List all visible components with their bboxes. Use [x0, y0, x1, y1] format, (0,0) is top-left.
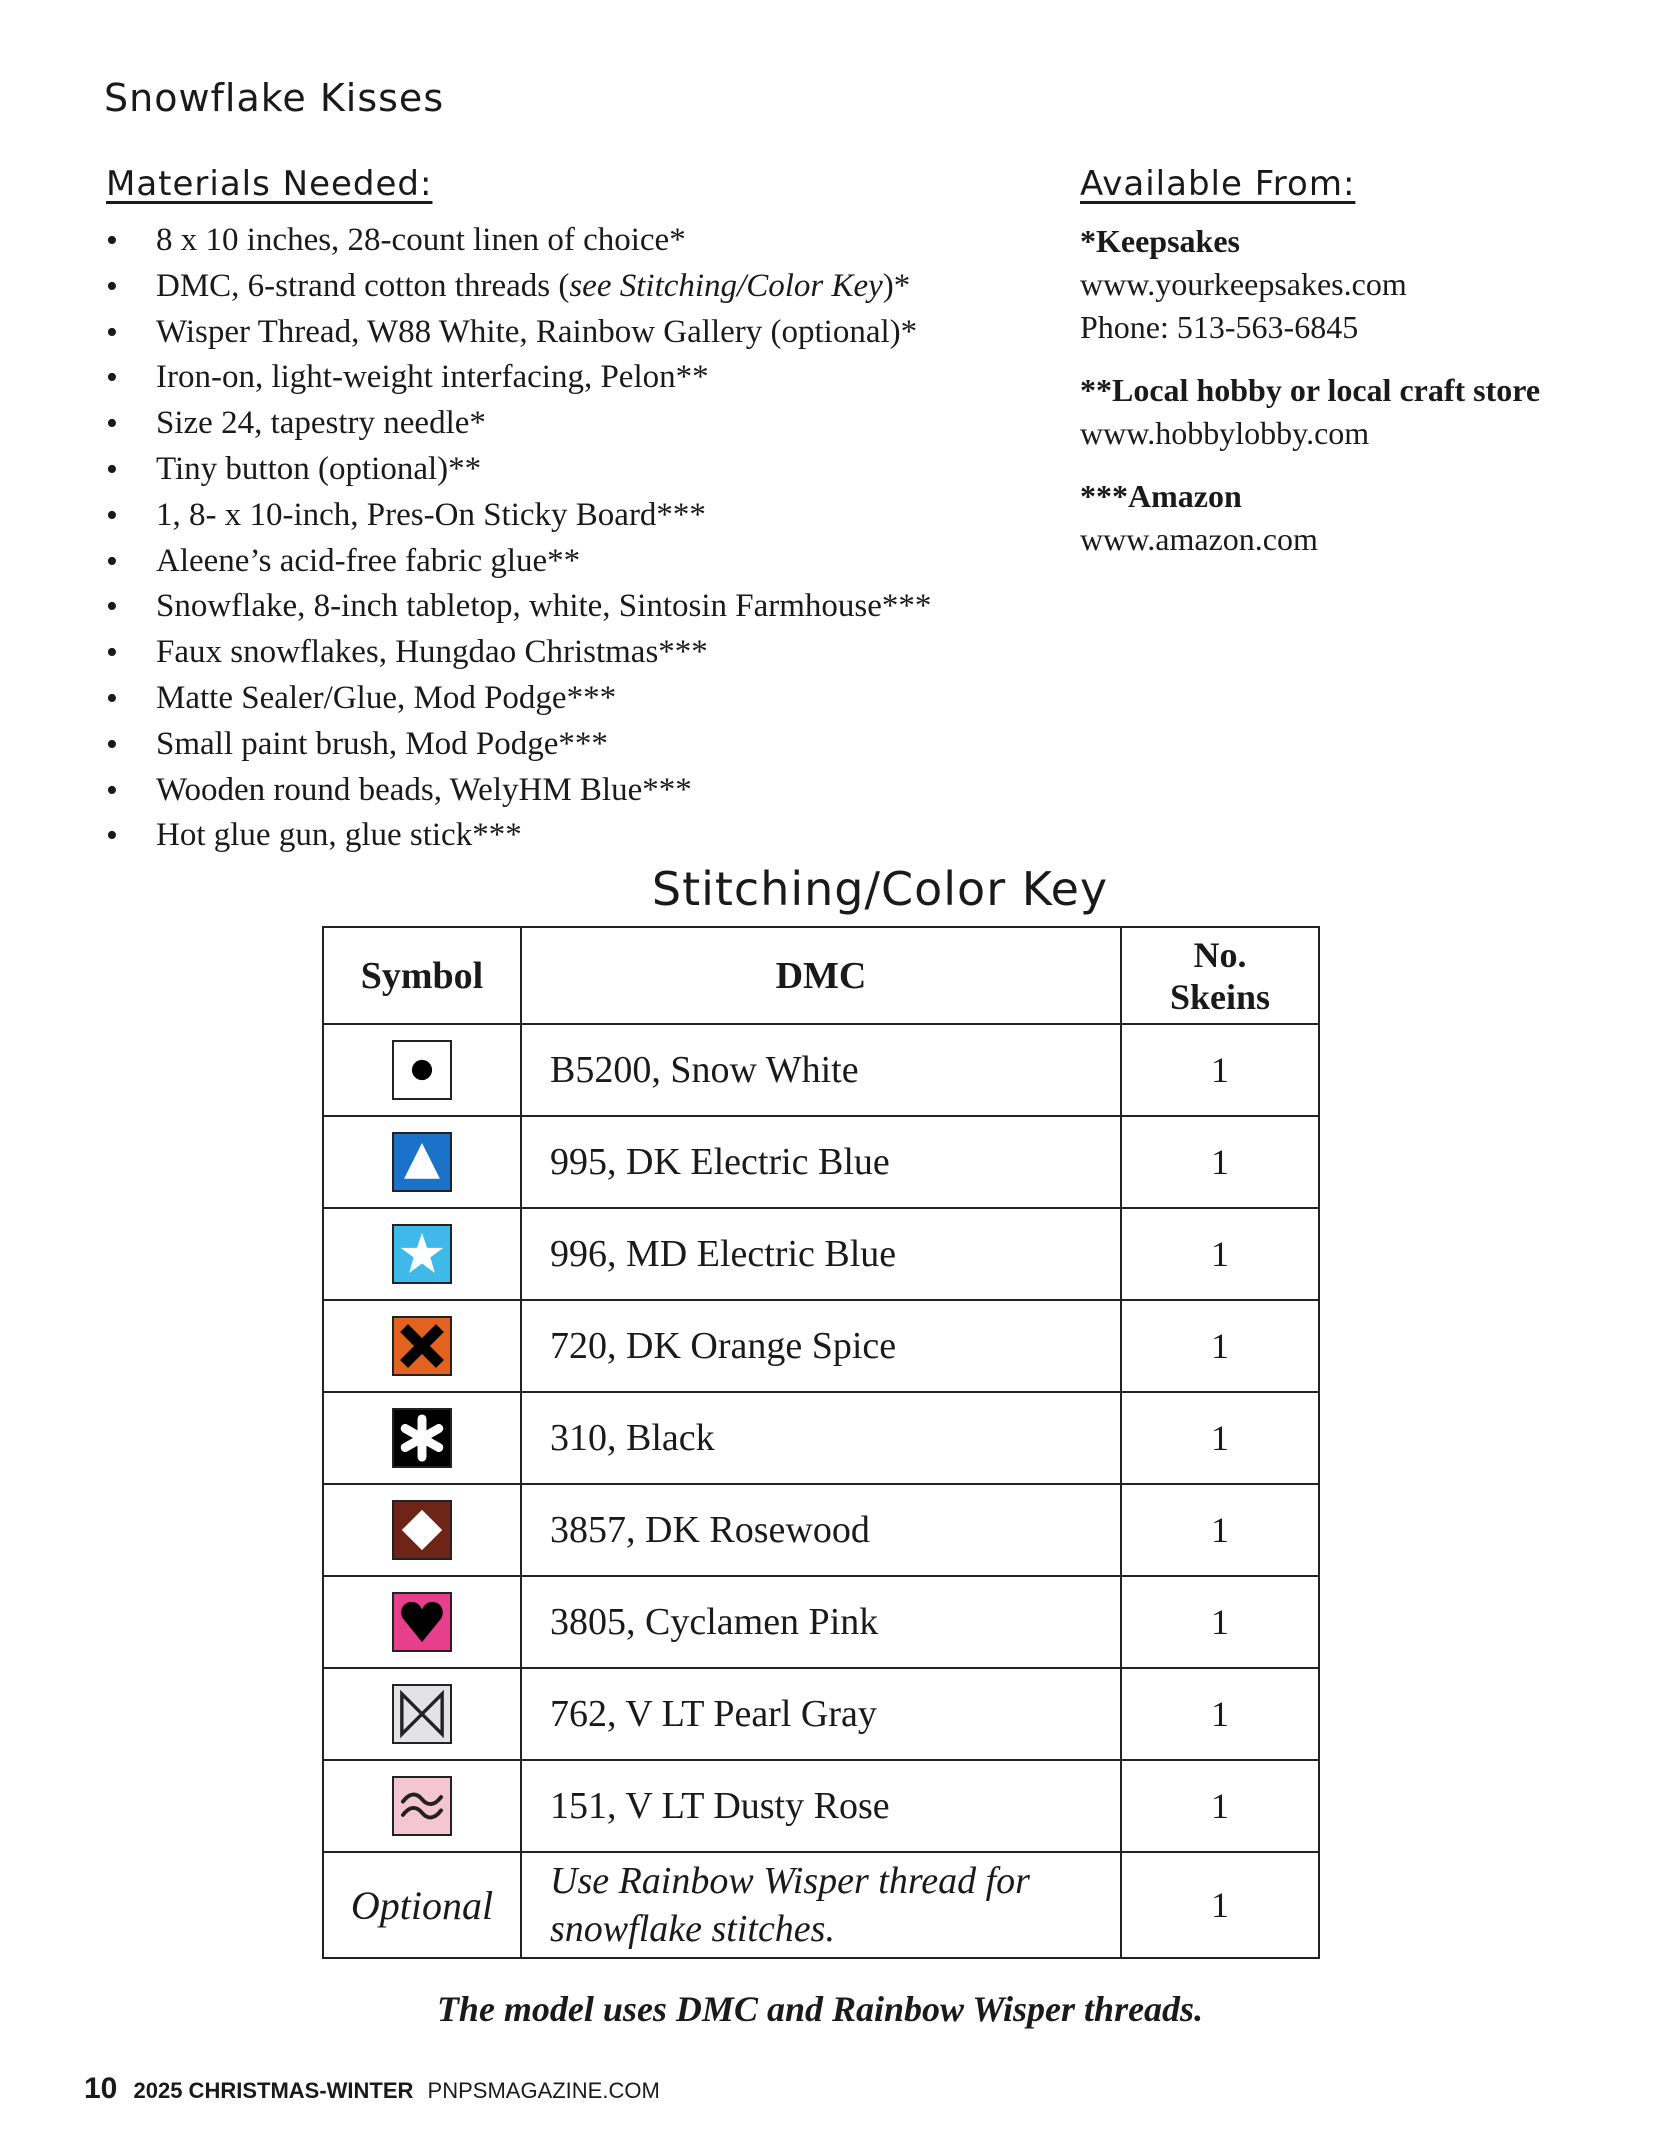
color-key-title: Stitching/Color Key [651, 862, 1109, 916]
vendor-amazon [1080, 475, 1540, 561]
table-row [323, 1484, 1319, 1576]
symbol-cell [323, 1760, 521, 1852]
skeins-cell: 1 [1121, 1760, 1319, 1852]
materials-list [106, 218, 931, 859]
bowtie-icon [392, 1684, 452, 1744]
material-item: • Wisper Thread, W88 White, Rainbow Gallery (optional)* [106, 310, 931, 356]
symbol-cell [323, 1024, 521, 1116]
dot-icon [392, 1040, 452, 1100]
material-item: • Tiny button (optional)** [106, 447, 931, 493]
dmc-cell: B5200, Snow White [521, 1024, 1121, 1116]
color-key-table [322, 926, 1320, 1959]
vendor-phone: Phone: 513-563-6845 [1080, 309, 1359, 345]
symbol-cell [323, 1668, 521, 1760]
star-icon [392, 1224, 452, 1284]
material-item: • Faux snowflakes, Hungdao Christmas*** [106, 630, 931, 676]
table-row [323, 1116, 1319, 1208]
heart-icon [392, 1592, 452, 1652]
page-footer [84, 2072, 660, 2106]
x-icon [392, 1316, 452, 1376]
vendor-list [1080, 220, 1540, 581]
skeins-cell: 1 [1121, 1484, 1319, 1576]
table-header-row [323, 927, 1319, 1024]
material-item: • Matte Sealer/Glue, Mod Podge*** [106, 676, 931, 722]
color-key-body [323, 1024, 1319, 1958]
site-label: PNPSMAGAZINE.COM [427, 2078, 660, 2103]
header-dmc: DMC [521, 927, 1121, 1024]
table-row [323, 1024, 1319, 1116]
dmc-cell: 151, V LT Dusty Rose [521, 1760, 1121, 1852]
material-item: • 1, 8- x 10-inch, Pres-On Sticky Board*** [106, 493, 931, 539]
material-item [106, 264, 931, 310]
header-skeins-line1: No. [1193, 934, 1247, 975]
asterisk-icon [392, 1408, 452, 1468]
table-row-optional [323, 1852, 1319, 1958]
diamond-icon [392, 1500, 452, 1560]
vendor-keepsakes [1080, 220, 1540, 349]
table-row [323, 1668, 1319, 1760]
dmc-cell: 3857, DK Rosewood [521, 1484, 1121, 1576]
vendor-name: ***Amazon [1080, 478, 1242, 514]
material-emphasis: see Stitching/Color Key [569, 267, 883, 304]
material-text: DMC, 6-strand cotton threads (see Stitching/Color Key)* [156, 267, 911, 304]
skeins-cell: 1 [1121, 1668, 1319, 1760]
vendor-website: www.amazon.com [1080, 521, 1318, 557]
optional-label: Optional [323, 1852, 521, 1958]
vendor-website: www.yourkeepsakes.com [1080, 266, 1407, 302]
material-item: • Iron-on, light-weight interfacing, Pelon** [106, 355, 931, 401]
table-row [323, 1576, 1319, 1668]
material-item: • 8 x 10 inches, 28-count linen of choice* [106, 218, 931, 264]
vendor-name: *Keepsakes [1080, 223, 1240, 259]
symbol-cell [323, 1300, 521, 1392]
table-row [323, 1392, 1319, 1484]
dmc-cell: 310, Black [521, 1392, 1121, 1484]
skeins-cell: 1 [1121, 1300, 1319, 1392]
optional-line1: Use Rainbow Wisper thread for [550, 1860, 1030, 1902]
symbol-cell [323, 1116, 521, 1208]
symbol-cell [323, 1484, 521, 1576]
material-item: • Aleene’s acid-free fabric glue** [106, 539, 931, 585]
material-item: • Size 24, tapestry needle* [106, 401, 931, 447]
vendor-website: www.hobbylobby.com [1080, 415, 1370, 451]
wave-icon [392, 1776, 452, 1836]
material-item: • Wooden round beads, WelyHM Blue*** [106, 768, 931, 814]
vendor-name: **Local hobby or local craft store [1080, 372, 1541, 408]
material-item: • Small paint brush, Mod Podge*** [106, 722, 931, 768]
table-row [323, 1208, 1319, 1300]
issue-label: 2025 CHRISTMAS-WINTER [133, 2078, 414, 2103]
available-heading: Available From: [1080, 164, 1356, 204]
optional-description [521, 1852, 1121, 1958]
page-title: Snowflake Kisses [104, 76, 445, 120]
dmc-cell: 995, DK Electric Blue [521, 1116, 1121, 1208]
table-row [323, 1300, 1319, 1392]
skeins-cell: 1 [1121, 1116, 1319, 1208]
symbol-cell [323, 1392, 521, 1484]
optional-line2: snowflake stitches. [550, 1908, 835, 1950]
header-skeins [1121, 927, 1319, 1024]
dmc-cell: 3805, Cyclamen Pink [521, 1576, 1121, 1668]
dmc-cell: 762, V LT Pearl Gray [521, 1668, 1121, 1760]
material-item: • Hot glue gun, glue stick*** [106, 813, 931, 859]
page-number: 10 [84, 2072, 118, 2105]
dmc-cell: 996, MD Electric Blue [521, 1208, 1121, 1300]
material-item: • Snowflake, 8-inch tabletop, white, Sintosin Farmhouse*** [106, 584, 931, 630]
vendor-local [1080, 369, 1540, 455]
symbol-cell [323, 1576, 521, 1668]
header-skeins-line2: Skeins [1169, 976, 1271, 1017]
dmc-cell: 720, DK Orange Spice [521, 1300, 1121, 1392]
skeins-cell: 1 [1121, 1852, 1319, 1958]
table-row [323, 1760, 1319, 1852]
model-note: The model uses DMC and Rainbow Wisper threads. [436, 1989, 1204, 2029]
triangle-icon [392, 1132, 452, 1192]
skeins-cell: 1 [1121, 1208, 1319, 1300]
skeins-cell: 1 [1121, 1392, 1319, 1484]
header-symbol: Symbol [323, 927, 521, 1024]
materials-heading: Materials Needed: [106, 164, 433, 204]
symbol-cell [323, 1208, 521, 1300]
skeins-cell: 1 [1121, 1024, 1319, 1116]
skeins-cell: 1 [1121, 1576, 1319, 1668]
